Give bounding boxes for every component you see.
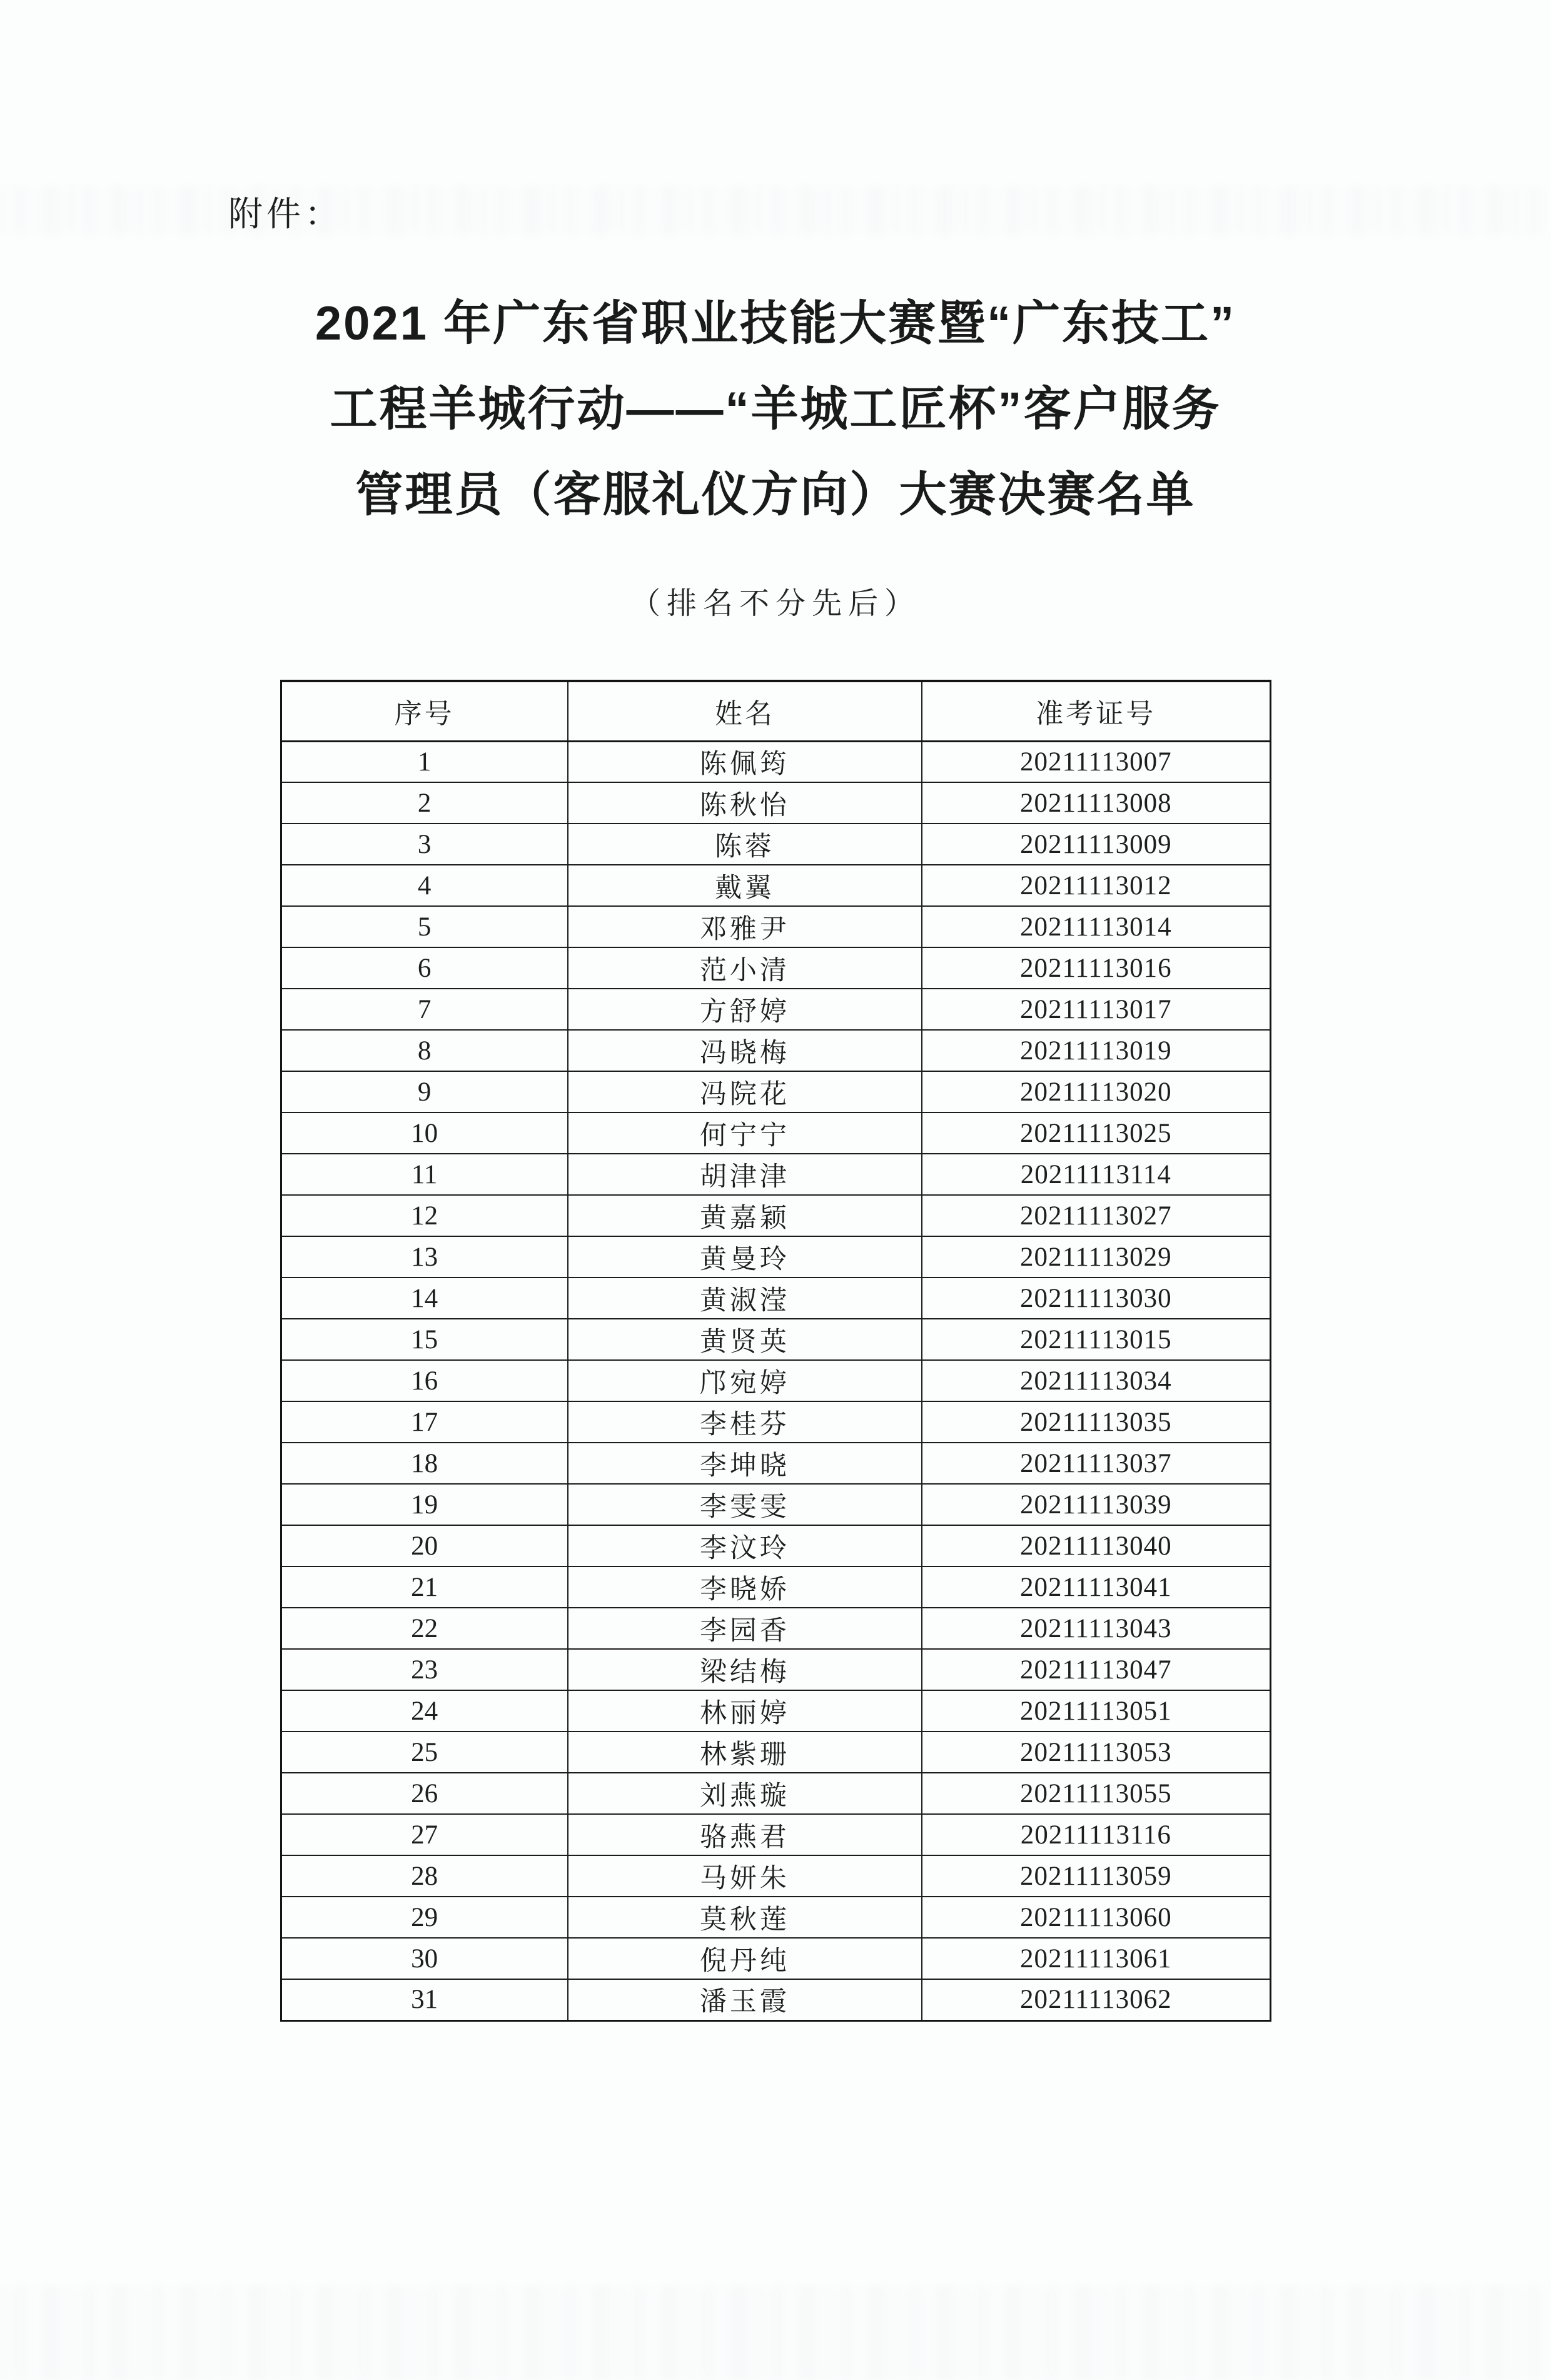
name-cell: 陈佩筠 (568, 741, 922, 782)
ticket-cell: 20211113019 (922, 1030, 1270, 1071)
finalist-table (280, 680, 1271, 2022)
name-cell: 陈秋怡 (568, 782, 922, 824)
seq-cell: 22 (281, 1608, 568, 1649)
table-row (281, 1360, 1270, 1401)
ticket-cell: 20211113030 (922, 1278, 1270, 1319)
seq-cell: 19 (281, 1484, 568, 1525)
table-row (281, 1071, 1270, 1112)
seq-cell: 4 (281, 865, 568, 906)
table-row (281, 1690, 1270, 1732)
name-cell: 陈蓉 (568, 824, 922, 865)
name-cell: 林丽婷 (568, 1690, 922, 1732)
seq-cell: 23 (281, 1649, 568, 1690)
name-cell: 范小清 (568, 947, 922, 989)
name-cell: 邝宛婷 (568, 1360, 922, 1401)
table-row (281, 1401, 1270, 1443)
title-line-2: 工程羊城行动——“羊城工匠杯”客户服务 (330, 383, 1221, 436)
ticket-cell: 20211113035 (922, 1401, 1270, 1443)
seq-cell: 20 (281, 1525, 568, 1566)
seq-cell: 1 (281, 741, 568, 782)
title-line-3: 管理员（客服礼仪方向）大赛决赛名单 (355, 468, 1196, 522)
name-cell: 梁结梅 (568, 1649, 922, 1690)
ticket-cell: 20211113051 (922, 1690, 1270, 1732)
name-cell: 冯院花 (568, 1071, 922, 1112)
ranking-disclaimer: （排名不分先后） (630, 587, 921, 620)
seq-cell: 25 (281, 1732, 568, 1773)
ticket-cell: 20211113053 (922, 1732, 1270, 1773)
seq-cell: 6 (281, 947, 568, 989)
name-cell: 戴翼 (568, 865, 922, 906)
ticket-cell: 20211113012 (922, 865, 1270, 906)
table-row (281, 1484, 1270, 1525)
table-row (281, 1154, 1270, 1195)
seq-cell: 16 (281, 1360, 568, 1401)
ticket-cell: 20211113025 (922, 1112, 1270, 1154)
name-cell: 冯晓梅 (568, 1030, 922, 1071)
seq-cell: 13 (281, 1236, 568, 1278)
name-cell: 莫秋莲 (568, 1897, 922, 1938)
seq-cell: 24 (281, 1690, 568, 1732)
ticket-cell: 20211113016 (922, 947, 1270, 989)
table-row (281, 1443, 1270, 1484)
seq-cell: 7 (281, 989, 568, 1030)
name-cell: 刘燕璇 (568, 1773, 922, 1814)
table-row (281, 906, 1270, 947)
seq-cell: 21 (281, 1566, 568, 1608)
table-row (281, 741, 1270, 782)
finalist-table-body (281, 741, 1270, 2020)
seq-cell: 2 (281, 782, 568, 824)
table-header (281, 681, 1270, 741)
seq-cell: 10 (281, 1112, 568, 1154)
col-header-ticket: 准考证号 (922, 681, 1270, 741)
seq-cell: 30 (281, 1938, 568, 1979)
scanned-document-page (0, 186, 1551, 2380)
ticket-cell: 20211113009 (922, 824, 1270, 865)
seq-cell: 8 (281, 1030, 568, 1071)
table-row (281, 1855, 1270, 1897)
header-row (281, 681, 1270, 741)
table-row (281, 1732, 1270, 1773)
seq-cell: 3 (281, 824, 568, 865)
ticket-cell: 20211113008 (922, 782, 1270, 824)
table-row (281, 1195, 1270, 1236)
table-row (281, 1566, 1270, 1608)
name-cell: 马妍朱 (568, 1855, 922, 1897)
name-cell: 李雯雯 (568, 1484, 922, 1525)
table-row (281, 1938, 1270, 1979)
document-title (150, 281, 1401, 538)
table-row (281, 865, 1270, 906)
ticket-cell: 20211113055 (922, 1773, 1270, 1814)
ticket-cell: 20211113047 (922, 1649, 1270, 1690)
seq-cell: 28 (281, 1855, 568, 1897)
ticket-cell: 20211113062 (922, 1979, 1270, 2020)
name-cell: 李桂芬 (568, 1401, 922, 1443)
title-line-1: 2021 年广东省职业技能大赛暨“广东技工” (315, 297, 1236, 350)
name-cell: 邓雅尹 (568, 906, 922, 947)
name-cell: 倪丹纯 (568, 1938, 922, 1979)
seq-cell: 31 (281, 1979, 568, 2020)
ticket-cell: 20211113027 (922, 1195, 1270, 1236)
ticket-cell: 20211113029 (922, 1236, 1270, 1278)
ticket-cell: 20211113041 (922, 1566, 1270, 1608)
col-header-seq: 序号 (281, 681, 568, 741)
name-cell: 李坤晓 (568, 1443, 922, 1484)
table-row (281, 1773, 1270, 1814)
seq-cell: 27 (281, 1814, 568, 1855)
table-row (281, 1814, 1270, 1855)
ticket-cell: 20211113020 (922, 1071, 1270, 1112)
ticket-cell: 20211113040 (922, 1525, 1270, 1566)
seq-cell: 9 (281, 1071, 568, 1112)
table-row (281, 824, 1270, 865)
table-row (281, 1278, 1270, 1319)
name-cell: 李汶玲 (568, 1525, 922, 1566)
ticket-cell: 20211113043 (922, 1608, 1270, 1649)
name-cell: 何宁宁 (568, 1112, 922, 1154)
name-cell: 林紫珊 (568, 1732, 922, 1773)
seq-cell: 18 (281, 1443, 568, 1484)
name-cell: 胡津津 (568, 1154, 922, 1195)
ticket-cell: 20211113114 (922, 1154, 1270, 1195)
scan-noise-bottom (0, 2286, 1551, 2380)
ticket-cell: 20211113017 (922, 989, 1270, 1030)
ticket-cell: 20211113059 (922, 1855, 1270, 1897)
table-row (281, 782, 1270, 824)
name-cell: 骆燕君 (568, 1814, 922, 1855)
name-cell: 黄淑滢 (568, 1278, 922, 1319)
ticket-cell: 20211113037 (922, 1443, 1270, 1484)
col-header-name: 姓名 (568, 681, 922, 741)
ticket-cell: 20211113014 (922, 906, 1270, 947)
table-row (281, 1897, 1270, 1938)
table-row (281, 1525, 1270, 1566)
table-row (281, 1649, 1270, 1690)
name-cell: 黄曼玲 (568, 1236, 922, 1278)
ticket-cell: 20211113034 (922, 1360, 1270, 1401)
name-cell: 李晓娇 (568, 1566, 922, 1608)
name-cell: 李园香 (568, 1608, 922, 1649)
ticket-cell: 20211113061 (922, 1938, 1270, 1979)
table-row (281, 1030, 1270, 1071)
ticket-cell: 20211113039 (922, 1484, 1270, 1525)
table-row (281, 1979, 1270, 2020)
name-cell: 黄贤英 (568, 1319, 922, 1360)
seq-cell: 14 (281, 1278, 568, 1319)
table-row (281, 1112, 1270, 1154)
ticket-cell: 20211113060 (922, 1897, 1270, 1938)
ticket-cell: 20211113116 (922, 1814, 1270, 1855)
name-cell: 潘玉霞 (568, 1979, 922, 2020)
name-cell: 方舒婷 (568, 989, 922, 1030)
seq-cell: 11 (281, 1154, 568, 1195)
ticket-cell: 20211113015 (922, 1319, 1270, 1360)
table-row (281, 947, 1270, 989)
attachment-label: 附件： (228, 195, 343, 233)
table-row (281, 1608, 1270, 1649)
table-row (281, 1236, 1270, 1278)
table-row (281, 989, 1270, 1030)
seq-cell: 17 (281, 1401, 568, 1443)
seq-cell: 12 (281, 1195, 568, 1236)
seq-cell: 26 (281, 1773, 568, 1814)
seq-cell: 5 (281, 906, 568, 947)
seq-cell: 15 (281, 1319, 568, 1360)
table-row (281, 1319, 1270, 1360)
ticket-cell: 20211113007 (922, 741, 1270, 782)
seq-cell: 29 (281, 1897, 568, 1938)
name-cell: 黄嘉颖 (568, 1195, 922, 1236)
